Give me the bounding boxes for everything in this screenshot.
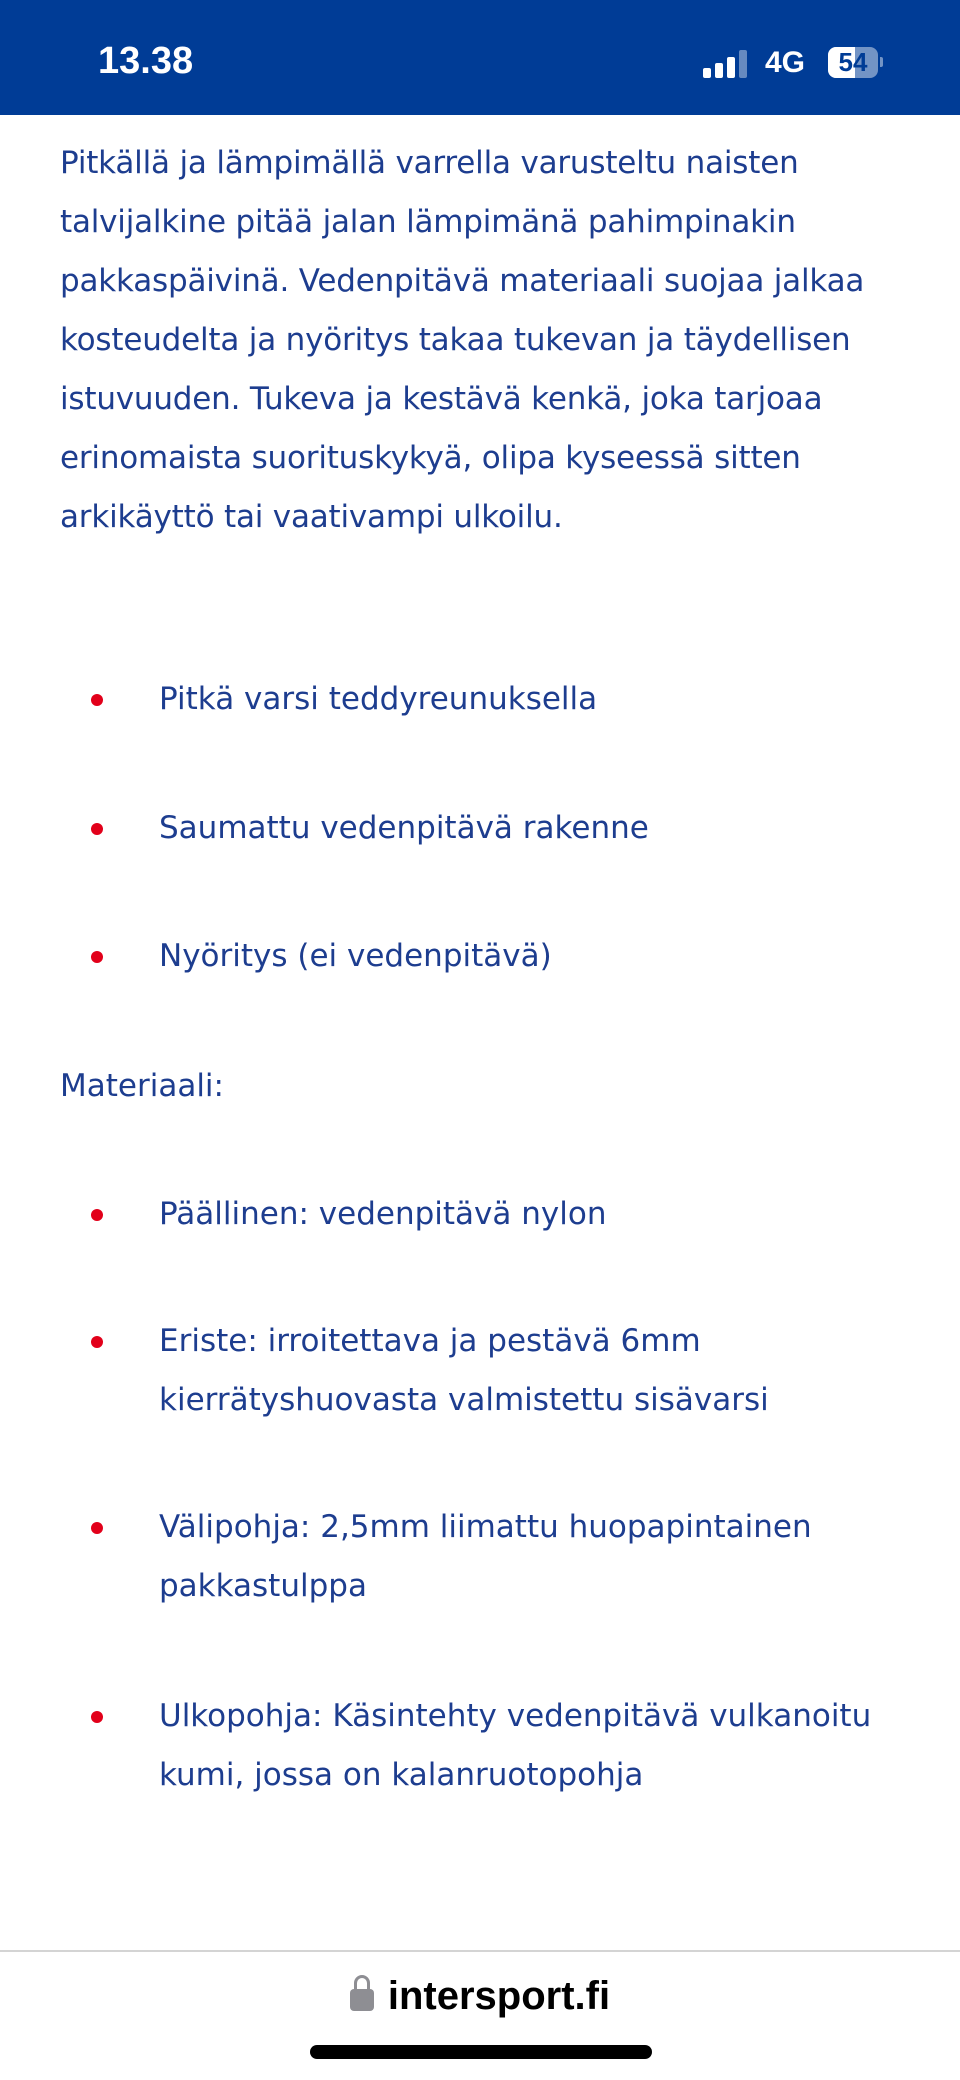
material-item: Ulkopohja: Käsintehty vedenpitävä vulkanoitu kumi, jossa on kalanruotopohja (99, 1687, 899, 1805)
bullet-icon (91, 694, 103, 706)
network-type: 4G (765, 46, 806, 79)
url-text: intersport.fi (387, 1974, 611, 2018)
bullet-icon (91, 1711, 103, 1723)
lock-icon (350, 1989, 374, 2011)
feature-item: Nyöritys (ei vedenpitävä) (99, 927, 899, 986)
bullet-icon (91, 1209, 103, 1221)
materials-heading: Materiaali: (60, 1068, 224, 1104)
browser-bottom-bar (0, 1950, 960, 2080)
feature-item: Pitkä varsi teddyreunuksella (99, 670, 899, 729)
battery-percent: 54 (838, 47, 868, 77)
status-time: 13.38 (98, 40, 194, 82)
battery-icon (828, 47, 878, 78)
cellular-signal-icon (703, 50, 751, 78)
product-description (60, 134, 920, 547)
bullet-icon (91, 1522, 103, 1534)
address-bar[interactable] (0, 1974, 960, 2019)
bullet-icon (91, 951, 103, 963)
feature-item: Saumattu vedenpitävä rakenne (99, 799, 899, 858)
bullet-icon (91, 823, 103, 835)
material-item: Päällinen: vedenpitävä nylon (99, 1185, 899, 1244)
material-item: Välipohja: 2,5mm liimattu huopapintainen pakkastulppa (99, 1498, 899, 1616)
bullet-icon (91, 1336, 103, 1348)
description-text: Pitkällä ja lämpimällä varrella varusteltu naisten talvijalkine pitää jalan lämpimänä pahimpinakin pakkaspäivinä. Vedenpitävä materiaali suojaa jalkaa kosteudelta ja nyöritys takaa tukevan ja täydellisen istuvuuden. Tukeva ja kestävä kenkä, joka tarjoaa erinomaista suorituskykyä, olipa kyseessä sitten arkikäyttö tai vaativampi ulkoilu. (60, 145, 865, 535)
material-item: Eriste: irroitettava ja pestävä 6mm kierrätyshuovasta valmistettu sisävarsi (99, 1312, 899, 1430)
status-bar (0, 0, 960, 115)
home-indicator[interactable] (310, 2045, 652, 2059)
